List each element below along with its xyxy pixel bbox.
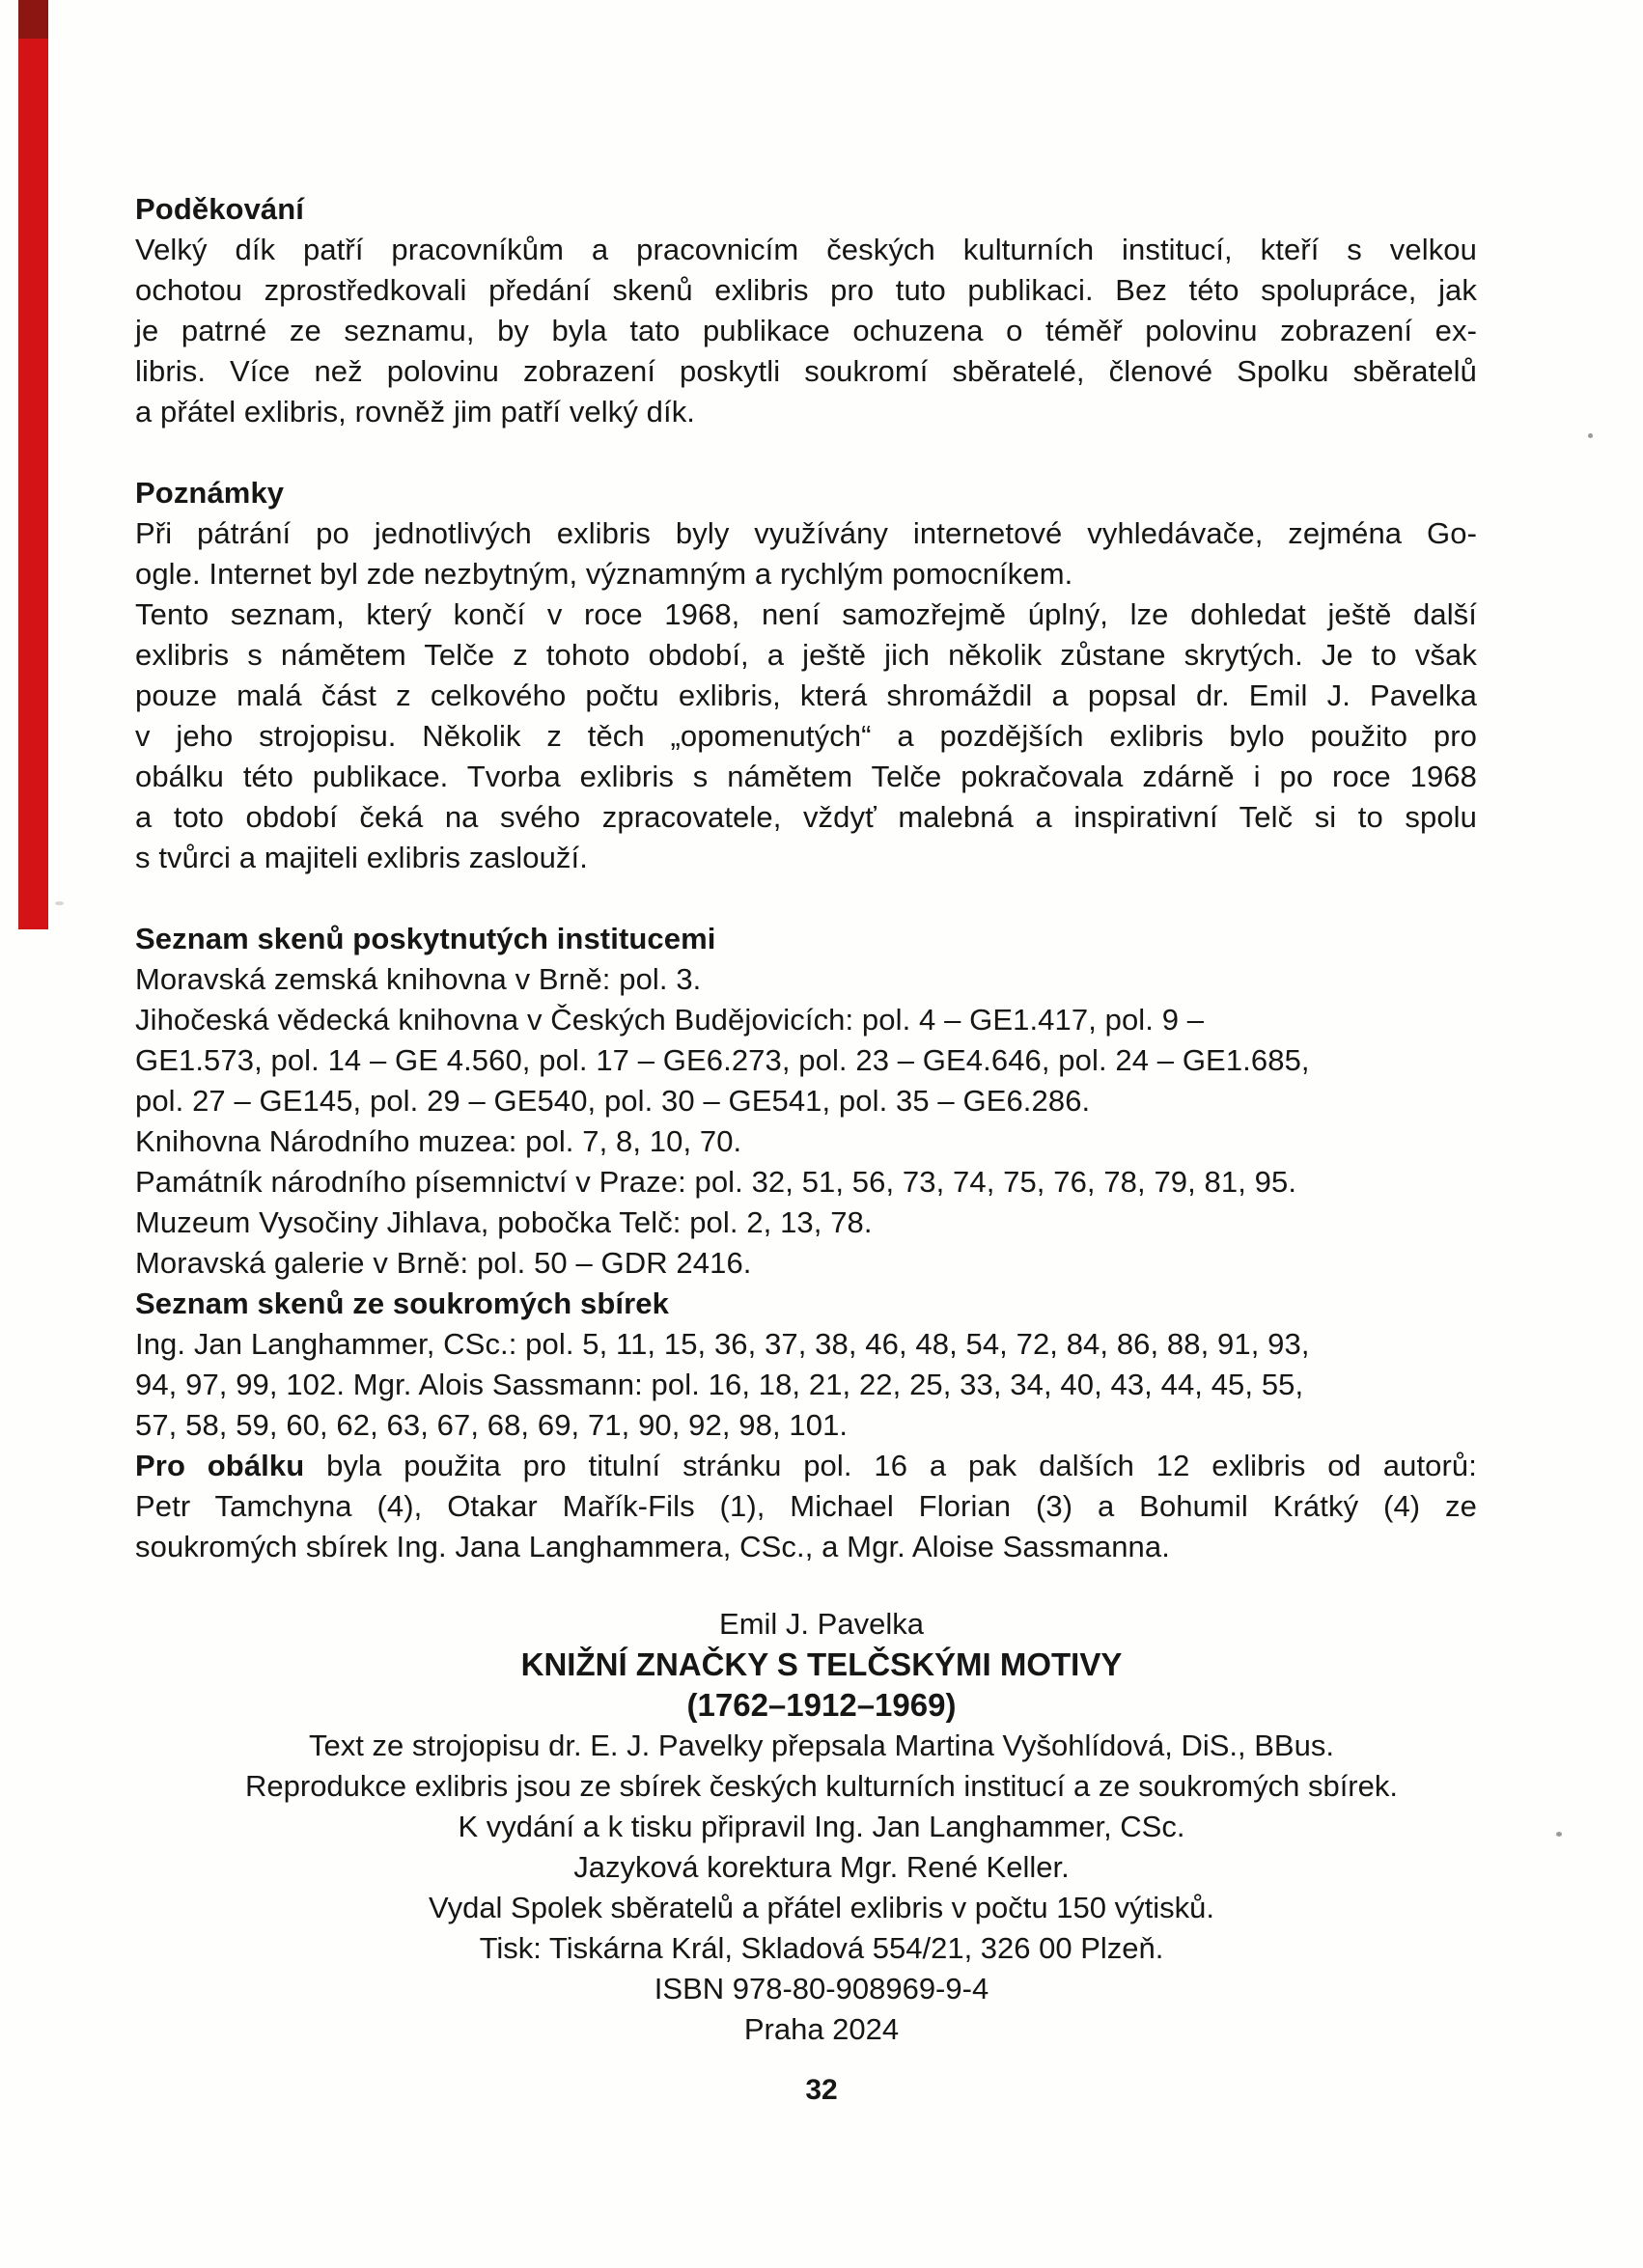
institution-entry: Knihovna Národního muzea: pol. 7, 8, 10, 70. bbox=[135, 1124, 742, 1158]
paragraph-line: Tento seznam, který končí v roce 1968, není samozřejmě úplný, lze dohledat ještě další bbox=[135, 597, 1477, 631]
paragraph-line: s tvůrci a majiteli exlibris zaslouží. bbox=[135, 841, 588, 874]
paragraph-line: Velký dík patří pracovníkům a pracovnicím českých kulturních institucí, kteří s velkou bbox=[135, 233, 1477, 266]
colophon-isbn: ISBN 978-80-908969-9-4 bbox=[654, 1972, 989, 2005]
colophon-line: Jazyková korektura Mgr. René Keller. bbox=[573, 1850, 1070, 1884]
colophon-line: Vydal Spolek sběratelů a přátel exlibris v počtu 150 výtisků. bbox=[429, 1891, 1214, 1924]
page-number: 32 bbox=[805, 2074, 838, 2106]
institution-entry: Moravská galerie v Brně: pol. 50 – GDR 2416. bbox=[135, 1246, 752, 1280]
private-collection-entry: 57, 58, 59, 60, 62, 63, 67, 68, 69, 71, 90, 92, 98, 101. bbox=[135, 1408, 849, 1442]
institutions-heading: Seznam skenů poskytnutých institucemi bbox=[135, 922, 716, 955]
institution-entry: pol. 27 – GE145, pol. 29 – GE540, pol. 30 – GE541, pol. 35 – GE6.286. bbox=[135, 1084, 1091, 1118]
cover-note-line: soukromých sbírek Ing. Jana Langhammera, CSc., a Mgr. Aloise Sassmanna. bbox=[135, 1530, 1170, 1563]
institution-entry: Moravská zemská knihovna v Brně: pol. 3. bbox=[135, 962, 702, 996]
paragraph-line: a toto období čeká na svého zpracovatele, vždyť malebná a inspirativní Telč si to spolu bbox=[135, 800, 1477, 834]
paragraph-line: ochotou zprostředkovali předání skenů exlibris pro tuto publikaci. Bez této spolupráce, jak bbox=[135, 273, 1477, 307]
private-collection-entry: 94, 97, 99, 102. Mgr. Alois Sassmann: pol. 16, 18, 21, 22, 25, 33, 34, 40, 43, 44, 45, 55, bbox=[135, 1368, 1304, 1401]
private-collection-entry: Ing. Jan Langhammer, CSc.: pol. 5, 11, 15, 36, 37, 38, 46, 48, 54, 72, 84, 86, 88, 91, 93, bbox=[135, 1327, 1310, 1361]
paragraph-line: ogle. Internet byl zde nezbytným, významným a rychlým pomocníkem. bbox=[135, 557, 1073, 591]
paragraph-line: obálku této publikace. Tvorba exlibris s námětem Telče pokračovala zdárně i po roce 1968 bbox=[135, 760, 1477, 793]
paragraph-line: je patrné ze seznamu, by byla tato publikace ochuzena o téměř polovinu zobrazení ex- bbox=[135, 314, 1477, 347]
paragraph-line: Při pátrání po jednotlivých exlibris byly využívány internetové vyhledávače, zejména Go- bbox=[135, 516, 1477, 550]
paragraph-line: v jeho strojopisu. Několik z těch „opomenutých“ a pozdějších exlibris bylo použito pro bbox=[135, 719, 1477, 753]
institution-entry: Muzeum Vysočiny Jihlava, pobočka Telč: pol. 2, 13, 78. bbox=[135, 1205, 873, 1239]
colophon bbox=[0, 1604, 1643, 2050]
paragraph-line: libris. Více než polovinu zobrazení poskytli soukromí sběratelé, členové Spolku sběratelů bbox=[135, 354, 1477, 388]
book-title: KNIŽNÍ ZNAČKY S TELČSKÝMI MOTIVY bbox=[520, 1646, 1123, 1682]
colophon-author: Emil J. Pavelka bbox=[719, 1607, 924, 1641]
red-margin-stripe-dark-cap bbox=[18, 0, 48, 39]
book-title-years: (1762–1912–1969) bbox=[686, 1687, 957, 1723]
colophon-line: Text ze strojopisu dr. E. J. Pavelky přepsala Martina Vyšohlídová, DiS., BBus. bbox=[309, 1729, 1334, 1762]
scan-speck bbox=[1588, 433, 1593, 438]
scan-speck bbox=[55, 901, 64, 905]
cover-note-line bbox=[135, 1446, 1477, 1486]
institution-entry: Památník národního písemnictví v Praze: pol. 32, 51, 56, 73, 74, 75, 76, 78, 79, 81, 95. bbox=[135, 1165, 1297, 1199]
colophon-line: Tisk: Tiskárna Král, Skladová 554/21, 326 00 Plzeň. bbox=[479, 1931, 1164, 1965]
colophon-line: K vydání a k tisku připravil Ing. Jan Langhammer, CSc. bbox=[458, 1810, 1185, 1843]
text-column bbox=[135, 189, 1477, 1567]
colophon-place-year: Praha 2024 bbox=[743, 2012, 900, 2046]
paragraph-line: exlibris s námětem Telče z tohoto období, a ještě jich několik zůstane skrytých. Je to však bbox=[135, 638, 1477, 672]
cover-note-line: Petr Tamchyna (4), Otakar Mařík-Fils (1), Michael Florian (3) a Bohumil Krátký (4) ze bbox=[135, 1489, 1477, 1523]
red-margin-stripe bbox=[18, 0, 48, 929]
paragraph-line: a přátel exlibris, rovněž jim patří velký dík. bbox=[135, 395, 696, 429]
institution-entry: Jihočeská vědecká knihovna v Českých Budějovicích: pol. 4 – GE1.417, pol. 9 – bbox=[135, 1003, 1205, 1037]
acknowledgements-heading: Poděkování bbox=[135, 192, 304, 226]
institution-entry: GE1.573, pol. 14 – GE 4.560, pol. 17 – GE6.273, pol. 23 – GE4.646, pol. 24 – GE1.685, bbox=[135, 1043, 1310, 1077]
colophon-line: Reprodukce exlibris jsou ze sbírek českých kulturních institucí a ze soukromých sbírek. bbox=[245, 1769, 1398, 1803]
paragraph-line: pouze malá část z celkového počtu exlibris, která shromáždil a popsal dr. Emil J. Pavelka bbox=[135, 678, 1477, 712]
private-collections-heading: Seznam skenů ze soukromých sbírek bbox=[135, 1286, 669, 1320]
cover-note-lead-rest: byla použita pro titulní stránku pol. 16 a pak dalších 12 exlibris od autorů: bbox=[304, 1449, 1477, 1482]
notes-heading: Poznámky bbox=[135, 476, 285, 510]
cover-note-lead: Pro obálku bbox=[135, 1449, 305, 1482]
